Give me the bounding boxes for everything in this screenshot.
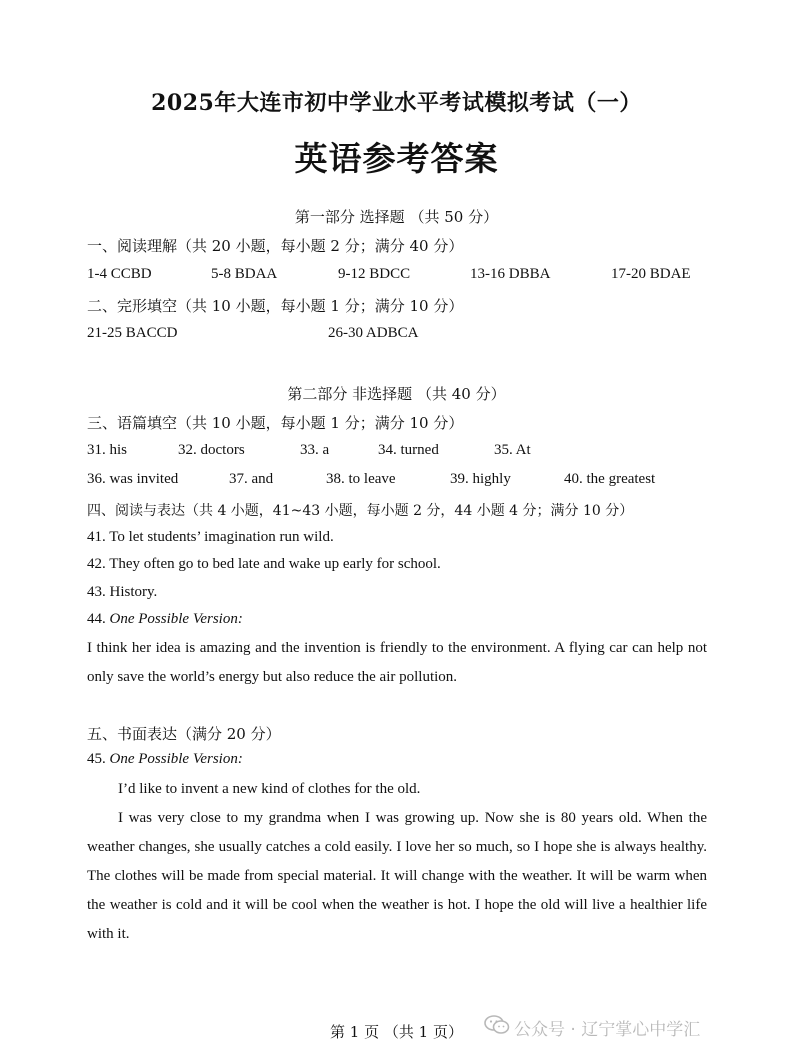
document-subtitle: 英语参考答案 xyxy=(294,139,499,178)
watermark xyxy=(484,1016,700,1038)
page-title: 2025年大连市初中学业水平考试模拟考试（一） xyxy=(151,90,642,116)
answer-44-text: I think her idea is amazing and the invention is friendly to the environment. A flying car can help not only save the world’s energy but also reduce the air pollution. xyxy=(87,640,707,685)
version-label: One Possible Version: xyxy=(109,611,243,627)
answer-item: 37. and xyxy=(229,471,274,487)
answer-item: 9-12 BDCC xyxy=(338,266,411,282)
answer-item: 35. At xyxy=(494,442,531,458)
answer-44-label xyxy=(87,611,243,628)
section1-heading: 一、阅读理解（共 20 小题，每小题 2 分；满分 40 分） xyxy=(87,237,464,255)
watermark-text: 公众号 · 辽宁掌心中学汇 xyxy=(514,1019,701,1040)
version-label: One Possible Version: xyxy=(109,751,243,767)
section4-heading: 四、阅读与表达（共 4 小题，41~43 小题，每小题 2 分，44 小题 4 分；满分 10 分） xyxy=(87,503,634,519)
answer-item: 26-30 ADBCA xyxy=(328,325,419,341)
answer-item: 33. a xyxy=(300,442,330,458)
answer-item: 5-8 BDAA xyxy=(211,266,278,282)
answer-42: 42. They often go to bed late and wake up early for school. xyxy=(87,556,441,572)
section5-heading: 五、书面表达（满分 20 分） xyxy=(87,725,281,743)
page-footer: 第 1 页 （共 1 页） xyxy=(330,1023,463,1041)
section3-heading: 三、语篇填空（共 10 小题，每小题 1 分；满分 10 分） xyxy=(87,414,464,432)
answer-43: 43. History. xyxy=(87,584,158,600)
answer-item: 21-25 BACCD xyxy=(87,325,178,341)
section2-heading: 二、完形填空（共 10 小题，每小题 1 分；满分 10 分） xyxy=(87,297,464,315)
answer-45-label xyxy=(87,751,243,768)
part2-heading: 第二部分 非选择题 （共 40 分） xyxy=(287,385,506,403)
essay-paragraph-1: I’d like to invent a new kind of clothes for the old. xyxy=(118,781,421,797)
question-number: 44. xyxy=(87,611,106,627)
answer-item: 32. doctors xyxy=(178,442,245,458)
answer-item: 1-4 CCBD xyxy=(87,266,152,282)
question-number: 45. xyxy=(87,751,106,767)
part1-heading: 第一部分 选择题 （共 50 分） xyxy=(294,208,499,226)
answer-item: 38. to leave xyxy=(326,471,396,487)
answer-item: 40. the greatest xyxy=(564,471,656,487)
answer-item: 31. his xyxy=(87,442,128,458)
answer-item: 39. highly xyxy=(450,471,511,487)
answer-41: 41. To let students’ imagination run wild. xyxy=(87,529,334,545)
answer-item: 13-16 DBBA xyxy=(470,266,551,282)
essay-paragraph-2: I was very close to my grandma when I was growing up. Now she is 80 years old. When the weather changes, she usually catches a cold easily. I love her so much, so I hope she is always healthy. The clothes will be made from special material. It will change with the weather. It will be warm when the weather is cold and it will be cool when the weather is hot. I hope the old will live a healthier life with it. xyxy=(87,810,707,942)
answer-item: 17-20 BDAE xyxy=(611,266,691,282)
answer-item: 36. was invited xyxy=(87,471,179,487)
wechat-icon xyxy=(484,1015,510,1040)
answer-item: 34. turned xyxy=(378,442,439,458)
